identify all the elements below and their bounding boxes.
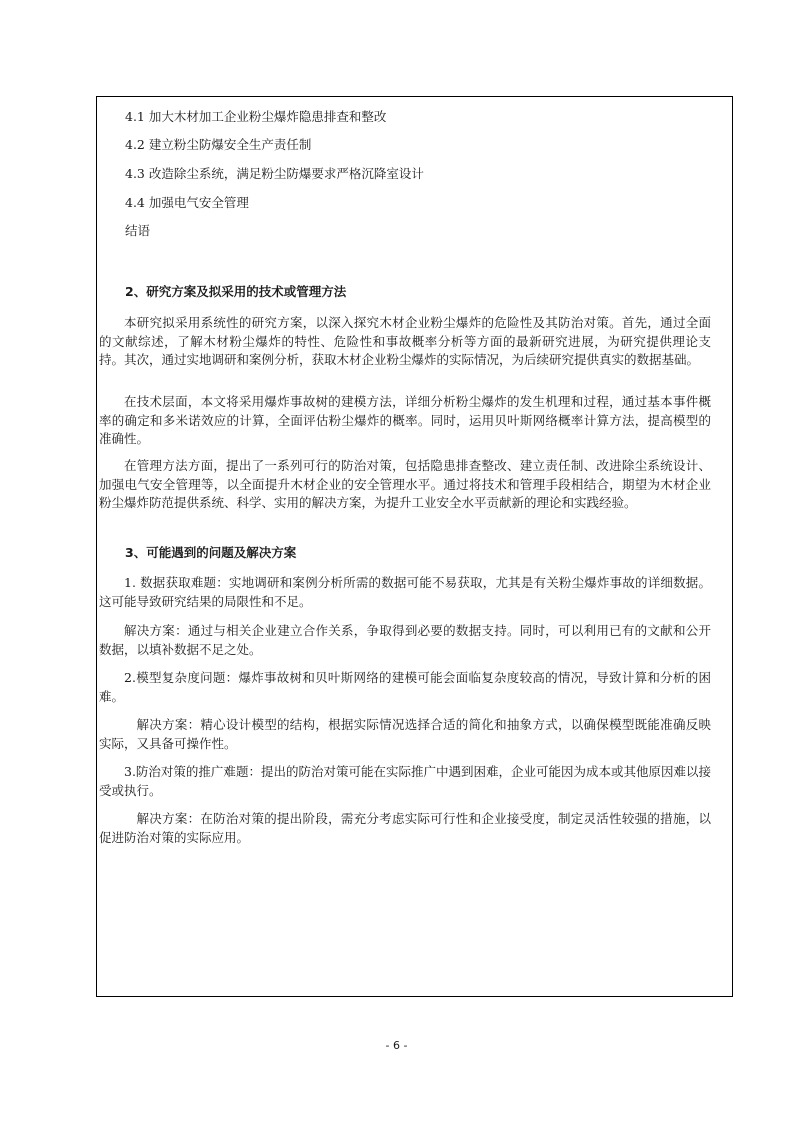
section-heading-research-plan: 2、研究方案及拟采用的技术或管理方法 xyxy=(125,284,347,299)
paragraph-solution-model: 解决方案：精心设计模型的结构，根据实际情况选择合适的简化和抽象方式，以确保模型既能准确反映实际，又具备可操作性。 xyxy=(99,717,711,751)
outline-item-4-1: 4.1 加大木材加工企业粉尘爆炸隐患排查和整改 xyxy=(125,109,387,124)
outline-item-4-2: 4.2 建立粉尘防爆安全生产责任制 xyxy=(125,137,312,152)
paragraph-problem-model: 2.模型复杂度问题：爆炸事故树和贝叶斯网络的建模可能会面临复杂度较高的情况，导致计算和分析的困难。 xyxy=(99,670,711,704)
paragraph-solution-promotion: 解决方案：在防治对策的提出阶段，需充分考虑实际可行性和企业接受度，制定灵活性较强的措施，以促进防治对策的实际应用。 xyxy=(99,811,711,845)
section-heading-problems: 3、可能遇到的问题及解决方案 xyxy=(125,545,297,560)
paragraph-problem-promotion: 3.防治对策的推广难题：提出的防治对策可能在实际推广中遇到困难，企业可能因为成本或其他原因难以接受或执行。 xyxy=(99,764,711,798)
paragraph-solution-data: 解决方案：通过与相关企业建立合作关系，争取得到必要的数据支持。同时，可以利用已有的文献和公开数据，以填补数据不足之处。 xyxy=(99,623,711,657)
paragraph-research-plan-1: 本研究拟采用系统性的研究方案，以深入探究木材企业粉尘爆炸的危险性及其防治对策。首先，通过全面的文献综述，了解木材粉尘爆炸的特性、危险性和事故概率分析等方面的最新研究进展，为研究提供理论支持。其次，通过实地调研和案例分析，获取木材企业粉尘爆炸的实际情况，为后续研究提供真实的数据基础。 xyxy=(99,315,711,367)
page-number: - 6 - xyxy=(385,1039,408,1052)
outline-item-conclusion: 结语 xyxy=(125,223,151,238)
paragraph-problem-data: 1. 数据获取难题：实地调研和案例分析所需的数据可能不易获取，尤其是有关粉尘爆炸事故的详细数据。这可能导致研究结果的局限性和不足。 xyxy=(99,575,711,609)
paragraph-research-plan-2: 在技术层面，本文将采用爆炸事故树的建模方法，详细分析粉尘爆炸的发生机理和过程，通过基本事件概率的确定和多米诺效应的计算，全面评估粉尘爆炸的概率。同时，运用贝叶斯网络概率计算方法，提高模型的准确性。 xyxy=(99,394,711,446)
document-table-frame xyxy=(96,96,733,997)
paragraph-research-plan-3: 在管理方法方面，提出了一系列可行的防治对策，包括隐患排查整改、建立责任制、改进除尘系统设计、加强电气安全管理等，以全面提升木材企业的安全管理水平。通过将技术和管理手段相结合，期望为木材企业粉尘爆炸防范提供系统、科学、实用的解决方案，为提升工业安全水平贡献新的理论和实践经验。 xyxy=(99,458,711,510)
outline-item-4-4: 4.4 加强电气安全管理 xyxy=(125,195,249,210)
outline-item-4-3: 4.3 改造除尘系统，满足粉尘防爆要求严格沉降室设计 xyxy=(125,166,424,181)
